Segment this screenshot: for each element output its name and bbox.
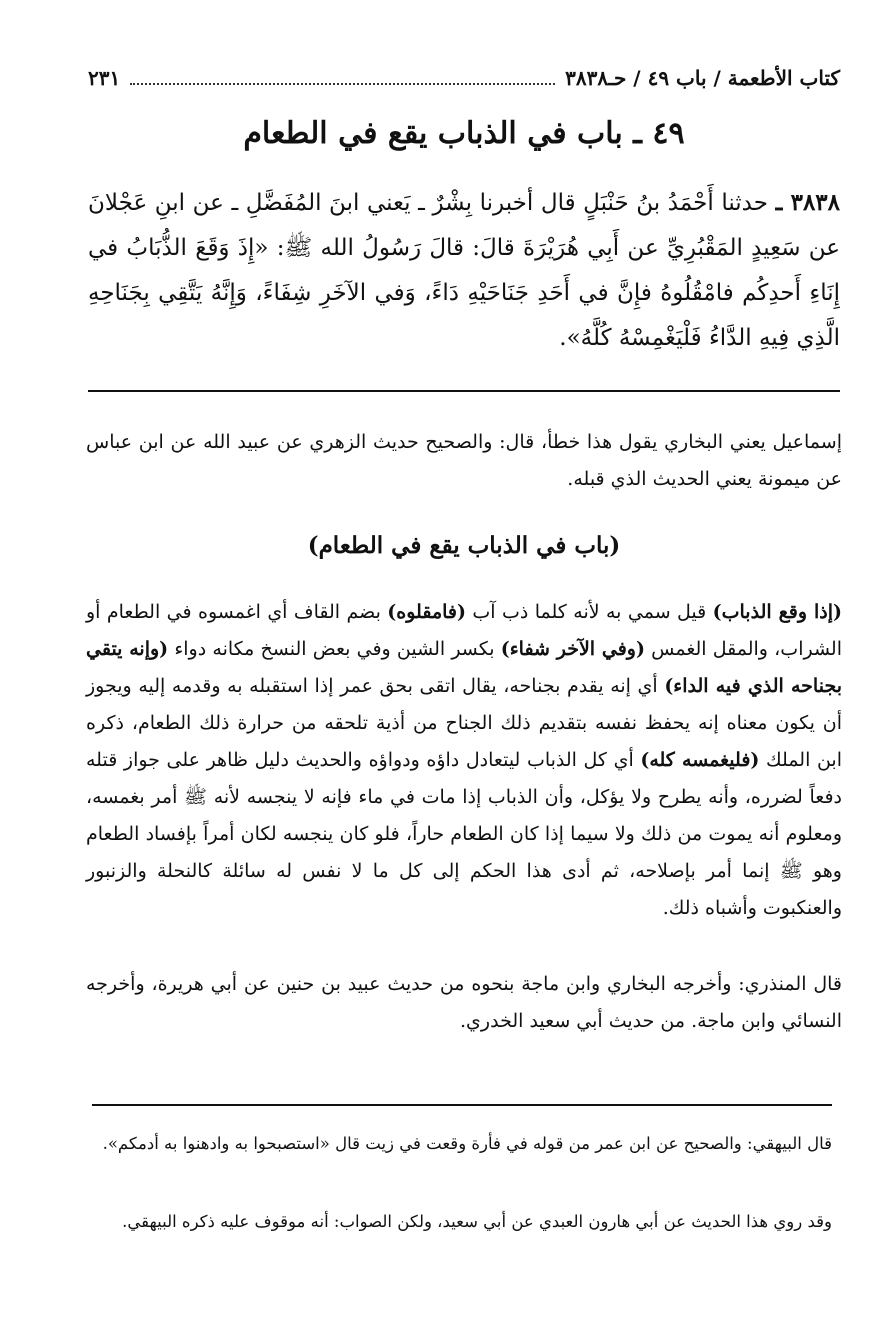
quoted-phrase: (إذا وقع الذباب) [712, 601, 842, 623]
hadith-body: حدثنا أَحْمَدُ بنُ حَنْبَلٍ قال أخبرنا بِشْرٌ ـ يَعني ابنَ المُفَضَّلِ ـ عن ابنِ عَجْلانَ عن سَعِيدٍ المَقْبُرِيِّ عن أَبِي هُرَيْرَةَ قالَ: قالَ رَسُولُ الله ﷺ: «إِذَ وَقَعَ الذُّبَابُ في إِنَاءِ أَحدِكُم فامْقُلُوهُ فإِنَّ في أَحَدِ جَنَاحَيْهِ دَاءً، وَفي الآخَرِ شِفَاءً، وَإِنَّهُ يَتَّقِي بِجَنَاحِهِ الَّذِي فِيهِ الدَّاءُ فَلْيَغْمِسْهُ كُلَّهُ». [88, 190, 840, 351]
hadith-text [88, 180, 840, 361]
quoted-phrase: (وإنه يتقي بجناحه الذي فيه الداء) [86, 638, 842, 697]
commentary-text: بضم القاف أي اغمسوه في الطعام أو الشراب، والمقل الغمس [86, 601, 842, 660]
running-head-dot-leader [130, 71, 555, 85]
quoted-phrase: (فامقلوه) [387, 601, 466, 623]
hadith-number: ٣٨٣٨ ـ [775, 189, 841, 216]
running-head [88, 62, 840, 94]
commentary-sub-heading: (باب في الذباب يقع في الطعام) [307, 532, 621, 559]
commentary-text: أي كل الذباب ليتعادل داؤه ودواؤه والحديث دليل ظاهر على جواز قتله دفعاً لضرره، وأنه يطرح ولا يؤكل، وأن الذباب إذا مات في ماء فإنه لا ينجسه لأنه ﷺ أمر بغمسه، ومعلوم أنه يموت من ذلك ولا سيما إذا كان الطعام حاراً، فلو كان ينجسه لكان أمراً بإفساد الطعام وهو ﷺ إنما أمر بإصلاحه، ثم أدى هذا الحكم إلى كل ما لا نفس له سائلة كالنحلة والزنبور والعنكبوت وأشباه ذلك. [86, 749, 842, 919]
chapter-heading: ٤٩ ـ باب في الذباب يقع في الطعام [243, 116, 685, 151]
commentary-text: بكسر الشين وفي بعض النسخ مكانه دواء [168, 638, 501, 660]
quoted-phrase: (فليغمسه كله) [640, 749, 760, 771]
footnote: قال البيهقي: والصحيح عن ابن عمر من قوله في فأرة وقعت في زيت قال «استصبحوا به وادهنوا به أدمكم». [102, 1134, 832, 1153]
mundhiri-note: قال المنذري: وأخرجه البخاري وابن ماجة بنحوه من حديث عبيد بن حنين عن أبي هريرة، وأخرجه النسائي وابن ماجة. من حديث أبي سعيد الخدري. [86, 973, 842, 1032]
footnote-divider [92, 1104, 832, 1106]
page-number: ٢٣١ [88, 66, 121, 90]
running-head-title: كتاب الأطعمة / باب ٤٩ / حـ٣٨٣٨ [565, 66, 840, 90]
section-divider [88, 390, 840, 392]
footnote: وقد روي هذا الحديث عن أبي هارون العبدي عن أبي سعيد، ولكن الصواب: أنه موقوف عليه ذكره البيهقي. [122, 1212, 832, 1231]
commentary-text: أي إنه يقدم بجناحه، يقال اتقى بحق عمر إذا استقبله به وقدمه إليه ويجوز أن يكون معناه إنه يحفظ نفسه بتقديم ذلك الجناح من أذية تلحقه من حرارة ذلك الطعام، ذكره ابن الملك [86, 675, 842, 771]
commentary-paragraph [86, 594, 842, 927]
quoted-phrase: (وفي الآخر شفاء) [500, 638, 645, 660]
commentary-text: قيل سمي به لأنه كلما ذب آب [465, 601, 713, 623]
commentary-intro: إسماعيل يعني البخاري يقول هذا خطأ، قال: والصحيح حديث الزهري عن عبيد الله عن ابن عباس عن ميمونة يعني الحديث الذي قبله. [86, 431, 842, 490]
